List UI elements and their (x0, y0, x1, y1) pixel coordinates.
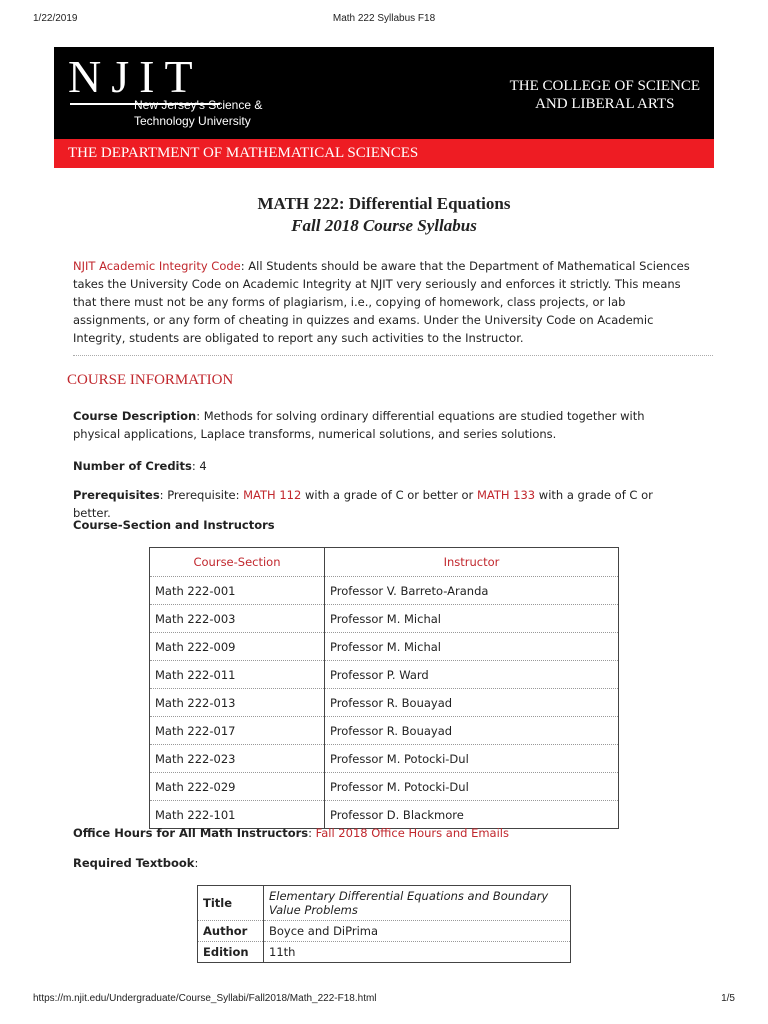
table-row (150, 577, 619, 605)
prereq-text-3: with a grade of C or better. (73, 488, 653, 520)
math-112-link[interactable]: MATH 112 (243, 488, 302, 502)
instructor-cell: Professor R. Bouayad (325, 717, 619, 745)
column-header: Instructor (325, 548, 619, 577)
prereq-text-1: : Prerequisite: (159, 488, 244, 502)
instructor-cell: Professor M. Michal (325, 605, 619, 633)
course-section-cell: Math 222-013 (150, 689, 325, 717)
textbook-field-value: Elementary Differential Equations and Boundary Value Problems (264, 886, 571, 921)
textbook-label (73, 854, 693, 872)
instructor-cell: Professor R. Bouayad (325, 689, 619, 717)
table-row (150, 717, 619, 745)
table-row (150, 745, 619, 773)
course-section-cell: Math 222-003 (150, 605, 325, 633)
course-section-cell: Math 222-101 (150, 801, 325, 829)
description-text: : Methods for solving ordinary differential equations are studied together with physical applications, Laplace transforms, numerical solutions, and series solutions. (73, 409, 645, 441)
column-header: Course-Section (150, 548, 325, 577)
credits (73, 457, 693, 475)
instructor-cell: Professor M. Potocki-Dul (325, 745, 619, 773)
textbook-field-label: Title (198, 886, 264, 921)
integrity-text: : All Students should be aware that the Department of Mathematical Sciences takes the University Code on Academic Integrity at NJIT very seriously and enforces it strictly. This means that there must not be any forms of plagiarism, i.e., copying of homework, class projects, or lab assignments, or any form of cheating in quizzes and exams. Under the University Code on Academic Integrity, students are obligated to report any such activities to the Instructor. (73, 259, 690, 345)
instructor-cell: Professor D. Blackmore (325, 801, 619, 829)
college-line1: THE COLLEGE OF SCIENCE (509, 78, 700, 94)
textbook-field-value: Boyce and DiPrima (264, 921, 571, 942)
department-bar (54, 139, 714, 168)
math-133-link[interactable]: MATH 133 (476, 488, 536, 502)
textbook-table (197, 885, 571, 963)
table-row (150, 689, 619, 717)
textbook-field-value: 11th (264, 942, 571, 963)
course-subtitle: Fall 2018 Course Syllabus (291, 216, 477, 235)
office-hours-label: Office Hours for All Math Instructors (73, 826, 309, 840)
njit-logo[interactable]: NJIT (68, 51, 203, 102)
course-section-cell: Math 222-017 (150, 717, 325, 745)
office-hours (73, 824, 693, 842)
textbook-field-label: Author (198, 921, 264, 942)
sections-table (149, 547, 619, 829)
section-heading: COURSE INFORMATION (67, 372, 234, 388)
course-description (73, 407, 693, 443)
logo-subtitle (134, 97, 262, 129)
course-section-cell: Math 222-029 (150, 773, 325, 801)
instructor-cell: Professor M. Potocki-Dul (325, 773, 619, 801)
instructor-cell: Professor V. Barreto-Aranda (325, 577, 619, 605)
course-section-cell: Math 222-023 (150, 745, 325, 773)
integrity-paragraph (73, 257, 701, 347)
textbook-label-colon: : (194, 856, 199, 870)
department-name: THE DEPARTMENT OF MATHEMATICAL SCIENCES (68, 145, 419, 161)
integrity-label: NJIT Academic Integrity Code (73, 259, 241, 273)
njit-banner (54, 47, 714, 139)
course-section-cell: Math 222-001 (150, 577, 325, 605)
instructor-cell: Professor M. Michal (325, 633, 619, 661)
table-row (150, 605, 619, 633)
credits-label: Number of Credits (73, 459, 192, 473)
course-section-cell: Math 222-011 (150, 661, 325, 689)
college-line2: AND LIBERAL ARTS (535, 96, 675, 112)
office-hours-link[interactable]: Fall 2018 Office Hours and Emails (315, 826, 509, 840)
prereq-label: Prerequisites (73, 488, 160, 502)
description-label: Course Description (73, 409, 197, 423)
print-title: Math 222 Syllabus F18 (332, 13, 436, 24)
logo-subtitle-line2: Technology University (134, 114, 251, 128)
textbook-label-text: Required Textbook (73, 856, 195, 870)
instructor-cell: Professor P. Ward (325, 661, 619, 689)
divider (73, 355, 713, 356)
table-row (150, 661, 619, 689)
college-name (510, 77, 700, 113)
office-hours-sep: : (308, 826, 316, 840)
course-section-cell: Math 222-009 (150, 633, 325, 661)
table-row (150, 773, 619, 801)
course-title: MATH 222: Differential Equations (257, 194, 511, 213)
print-page: 1/5 (721, 993, 735, 1004)
sections-table-header (150, 548, 619, 577)
table-row (198, 921, 571, 942)
credits-value: : 4 (191, 459, 207, 473)
prereq-text-2: with a grade of C or better or (301, 488, 477, 502)
table-row (198, 886, 571, 921)
sections-label (73, 516, 693, 534)
logo-subtitle-line1: New Jersey's Science & (134, 98, 263, 112)
print-date: 1/22/2019 (33, 13, 78, 24)
sections-label-text: Course-Section and Instructors (73, 518, 275, 532)
table-row (150, 633, 619, 661)
table-row (198, 942, 571, 963)
print-url: https://m.njit.edu/Undergraduate/Course_Syllabi/Fall2018/Math_222-F18.html (33, 993, 377, 1004)
textbook-field-label: Edition (198, 942, 264, 963)
